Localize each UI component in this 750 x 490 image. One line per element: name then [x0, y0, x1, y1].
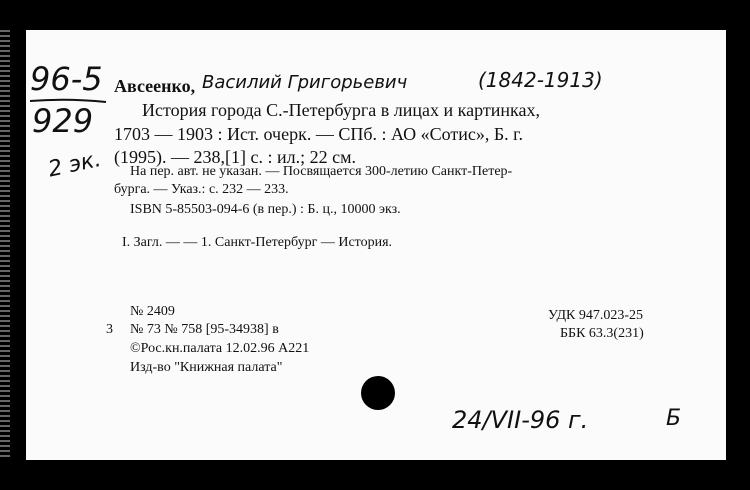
card-number: № 2409 — [130, 304, 175, 319]
note-line-1: На пер. авт. не указан. — Посвящается 300-летию Санкт-Петер- — [130, 164, 513, 179]
handwritten-date: 24/VII-96 г. — [452, 406, 589, 434]
handwritten-shelf-code-2: 929 — [32, 102, 94, 140]
card-registry-line: № 73 № 758 [95-34938] в — [130, 322, 279, 337]
author-surname: Авсеенко, — [114, 76, 196, 96]
isbn-line: ISBN 5-85503-094-6 (в пер.) : Б. ц., 10000 экз. — [130, 202, 401, 217]
note-line-2: бурга. — Указ.: с. 232 — 233. — [114, 182, 289, 197]
card-prefix: 3 — [106, 322, 113, 337]
title-line-2: 1703 — 1903 : Ист. очерк. — СПб. : АО «Сотис», Б. г. — [114, 124, 524, 144]
handwritten-author-name: Василий Григорьевич — [202, 72, 408, 93]
card-edge-strip — [0, 30, 10, 460]
handwritten-shelf-code-1: 96-5 — [30, 60, 103, 98]
bbk-code: ББК 63.3(231) — [560, 326, 644, 341]
card-publisher-line: Изд-во "Книжная палата" — [130, 360, 283, 375]
handwritten-mark: Б — [666, 406, 682, 431]
title-line-3: (1995). — 238,[1] с. : ил.; 22 см. — [114, 147, 356, 167]
card-punch-hole — [361, 376, 395, 410]
tracing-line: I. Загл. — — 1. Санкт-Петербург — История. — [122, 235, 393, 250]
title-line-1: История города С.-Петербурга в лицах и картинках, — [142, 100, 540, 120]
handwritten-years: (1842-1913) — [478, 68, 603, 92]
udk-code: УДК 947.023-25 — [548, 308, 644, 323]
handwritten-copies: 2 эк. — [46, 146, 104, 183]
card-copyright-line: ©Рос.кн.палата 12.02.96 А221 — [130, 341, 310, 356]
